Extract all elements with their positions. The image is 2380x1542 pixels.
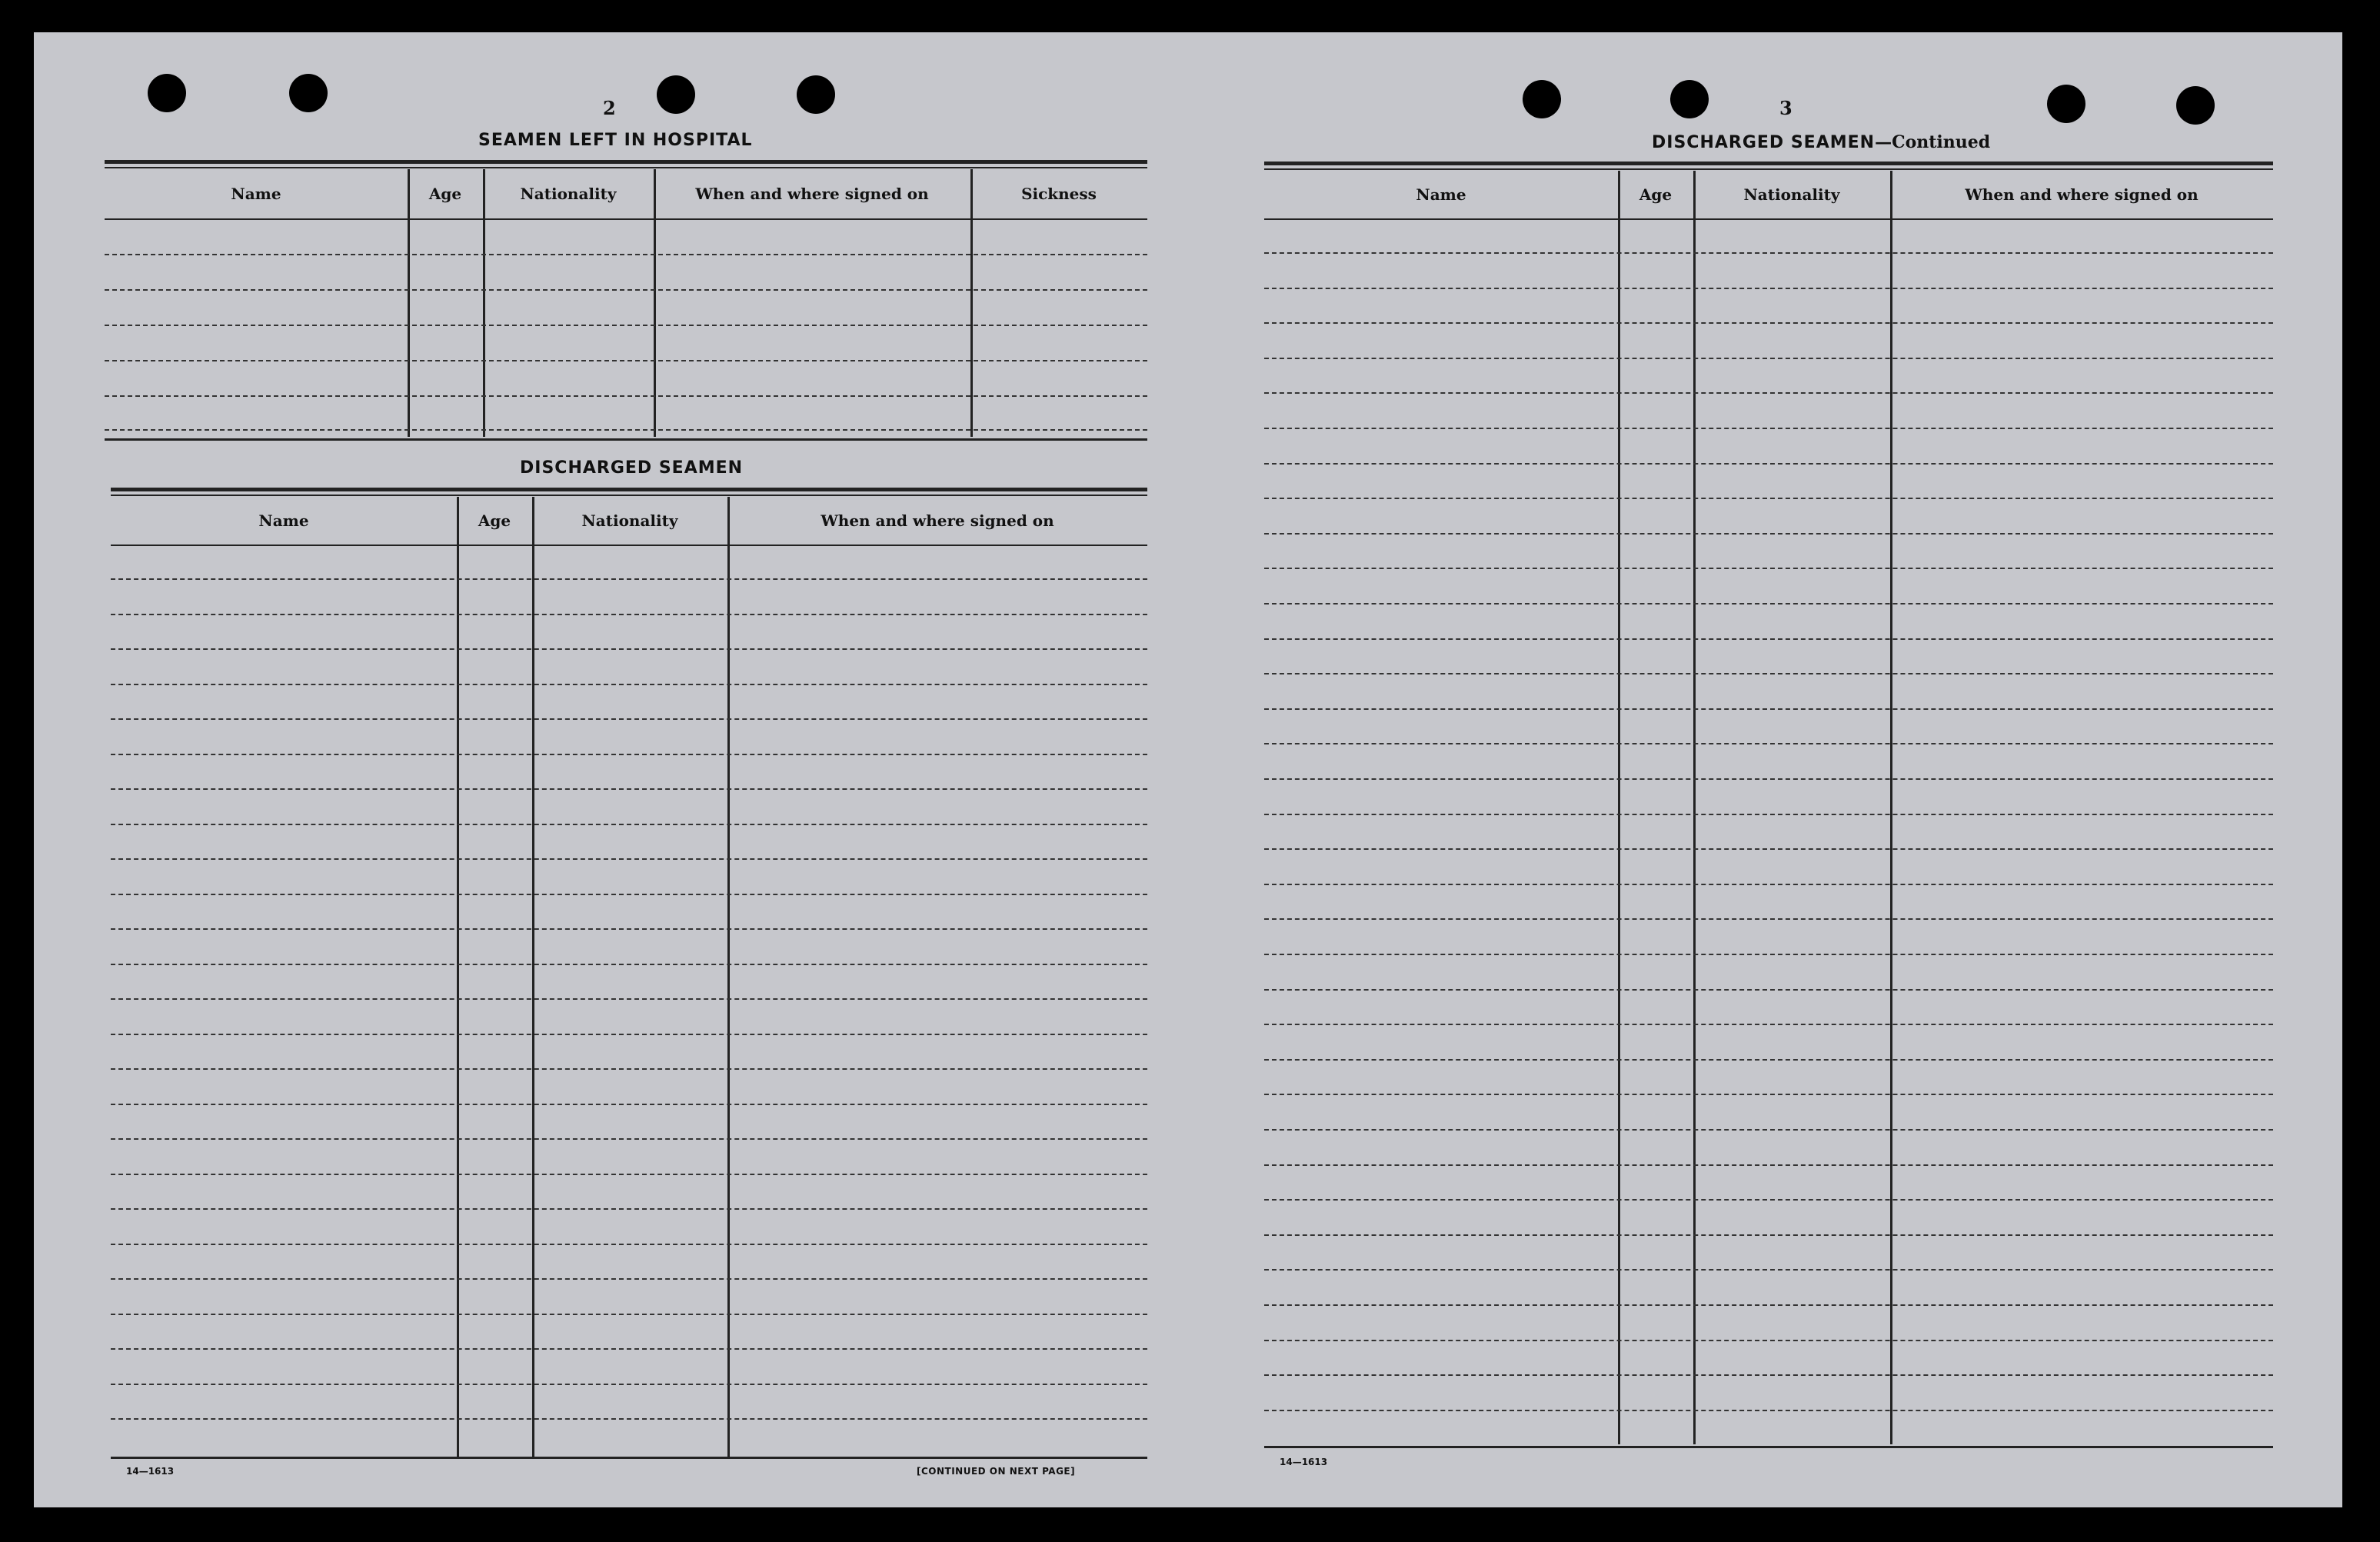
table-top-rule xyxy=(1264,168,2273,170)
entry-line xyxy=(1264,428,2273,429)
entry-line xyxy=(1264,848,2273,850)
column-header-signed-on: When and where signed on xyxy=(695,185,929,203)
entry-line xyxy=(1264,1340,2273,1341)
table-top-rule xyxy=(105,167,1147,168)
column-header-sickness: Sickness xyxy=(1021,185,1097,203)
entry-line xyxy=(1264,638,2273,640)
entry-line xyxy=(111,1244,1147,1245)
table-top-rule xyxy=(105,160,1147,164)
entry-line xyxy=(111,1104,1147,1105)
punch-hole xyxy=(1523,80,1561,118)
discharged-table xyxy=(111,488,1147,1460)
discharged-section-title: DISCHARGED SEAMEN xyxy=(520,458,744,478)
page-number: 3 xyxy=(1779,97,1792,119)
table-bottom-rule xyxy=(105,438,1147,441)
column-header-nationality: Nationality xyxy=(1743,185,1840,204)
entry-line xyxy=(111,964,1147,965)
column-header-name: Name xyxy=(231,185,281,203)
punch-hole xyxy=(2176,86,2215,125)
table-bottom-rule xyxy=(1264,1446,2273,1448)
entry-line xyxy=(111,928,1147,930)
entry-line xyxy=(1264,322,2273,324)
header-bottom-rule xyxy=(111,545,1147,546)
entry-line xyxy=(1264,814,2273,815)
entry-line xyxy=(1264,358,2273,359)
entry-line xyxy=(1264,392,2273,394)
discharged-continued-table xyxy=(1264,162,2273,1452)
column-header-age: Age xyxy=(428,185,462,203)
entry-line xyxy=(1264,1304,2273,1306)
entry-line xyxy=(111,1034,1147,1035)
entry-line xyxy=(1264,533,2273,535)
entry-line xyxy=(111,1314,1147,1315)
form-sheet xyxy=(34,32,2342,1507)
entry-line xyxy=(111,998,1147,1000)
entry-line xyxy=(111,1348,1147,1350)
entry-line xyxy=(1264,603,2273,604)
column-divider xyxy=(1618,171,1620,1444)
column-header-name: Name xyxy=(1416,185,1466,204)
entry-line xyxy=(111,894,1147,895)
entry-line xyxy=(111,718,1147,720)
hospital-section-title: SEAMEN LEFT IN HOSPITAL xyxy=(478,131,753,150)
entry-line xyxy=(1264,463,2273,465)
entry-line xyxy=(111,824,1147,825)
punch-hole xyxy=(289,74,328,112)
continued-note: [CONTINUED ON NEXT PAGE] xyxy=(917,1466,1076,1477)
column-header-nationality: Nationality xyxy=(581,511,678,530)
punch-hole xyxy=(657,75,695,114)
entry-line xyxy=(111,858,1147,860)
entry-line xyxy=(105,289,1147,291)
entry-line xyxy=(105,360,1147,361)
table-header xyxy=(105,169,1147,218)
entry-line xyxy=(1264,743,2273,744)
entry-line xyxy=(111,614,1147,615)
entry-line xyxy=(1264,778,2273,780)
entry-line xyxy=(1264,1129,2273,1131)
table-top-rule xyxy=(111,488,1147,491)
entry-line xyxy=(1264,1164,2273,1166)
entry-line xyxy=(105,325,1147,326)
left-page xyxy=(34,32,1187,1507)
entry-line xyxy=(105,395,1147,397)
section-title-main: DISCHARGED SEAMEN xyxy=(1652,133,1876,152)
entry-line xyxy=(111,1418,1147,1420)
punch-hole xyxy=(797,75,835,114)
entry-line xyxy=(1264,918,2273,920)
table-bottom-rule xyxy=(111,1457,1147,1459)
right-page xyxy=(1187,32,2342,1507)
column-header-signed-on: When and where signed on xyxy=(1965,185,2199,204)
entry-line xyxy=(1264,568,2273,569)
entry-line xyxy=(111,788,1147,790)
entry-line xyxy=(1264,1094,2273,1095)
entry-line xyxy=(1264,1234,2273,1236)
header-bottom-rule xyxy=(105,218,1147,220)
entry-line xyxy=(111,1138,1147,1140)
entry-line xyxy=(1264,288,2273,289)
entry-line xyxy=(105,254,1147,255)
column-header-name: Name xyxy=(258,511,309,530)
entry-line xyxy=(111,1174,1147,1175)
entry-line xyxy=(105,429,1147,431)
form-code: 14—1613 xyxy=(1280,1457,1328,1467)
punch-hole xyxy=(2047,85,2085,123)
column-divider xyxy=(1693,171,1696,1444)
column-divider xyxy=(1890,171,1892,1444)
header-bottom-rule xyxy=(1264,218,2273,220)
entry-line xyxy=(1264,1410,2273,1411)
entry-line xyxy=(1264,708,2273,710)
column-header-age: Age xyxy=(478,511,511,530)
entry-line xyxy=(111,1208,1147,1210)
table-header xyxy=(1264,171,2273,218)
punch-hole xyxy=(148,74,186,112)
entry-line xyxy=(1264,1024,2273,1025)
table-header xyxy=(111,497,1147,545)
discharged-continued-title xyxy=(1652,132,1990,152)
entry-line xyxy=(1264,954,2273,955)
entry-line xyxy=(1264,252,2273,254)
entry-line xyxy=(1264,989,2273,991)
entry-line xyxy=(1264,673,2273,674)
section-title-suffix: —Continued xyxy=(1875,132,1991,152)
entry-line xyxy=(1264,1199,2273,1201)
form-code: 14—1613 xyxy=(126,1466,175,1477)
entry-line xyxy=(111,1278,1147,1280)
entry-line xyxy=(1264,1059,2273,1061)
page-number: 2 xyxy=(603,97,616,119)
table-top-rule xyxy=(1264,162,2273,165)
punch-hole xyxy=(1670,80,1709,118)
entry-line xyxy=(111,754,1147,755)
column-header-age: Age xyxy=(1639,185,1673,204)
entry-line xyxy=(111,648,1147,650)
entry-line xyxy=(1264,1374,2273,1376)
hospital-table xyxy=(105,160,1147,445)
column-header-signed-on: When and where signed on xyxy=(821,511,1054,530)
entry-line xyxy=(111,1384,1147,1385)
entry-line xyxy=(1264,1269,2273,1271)
entry-line xyxy=(1264,498,2273,499)
column-header-nationality: Nationality xyxy=(520,185,617,203)
entry-line xyxy=(111,684,1147,685)
entry-line xyxy=(111,1068,1147,1070)
table-top-rule xyxy=(111,495,1147,496)
entry-line xyxy=(1264,884,2273,885)
entry-line xyxy=(111,578,1147,580)
